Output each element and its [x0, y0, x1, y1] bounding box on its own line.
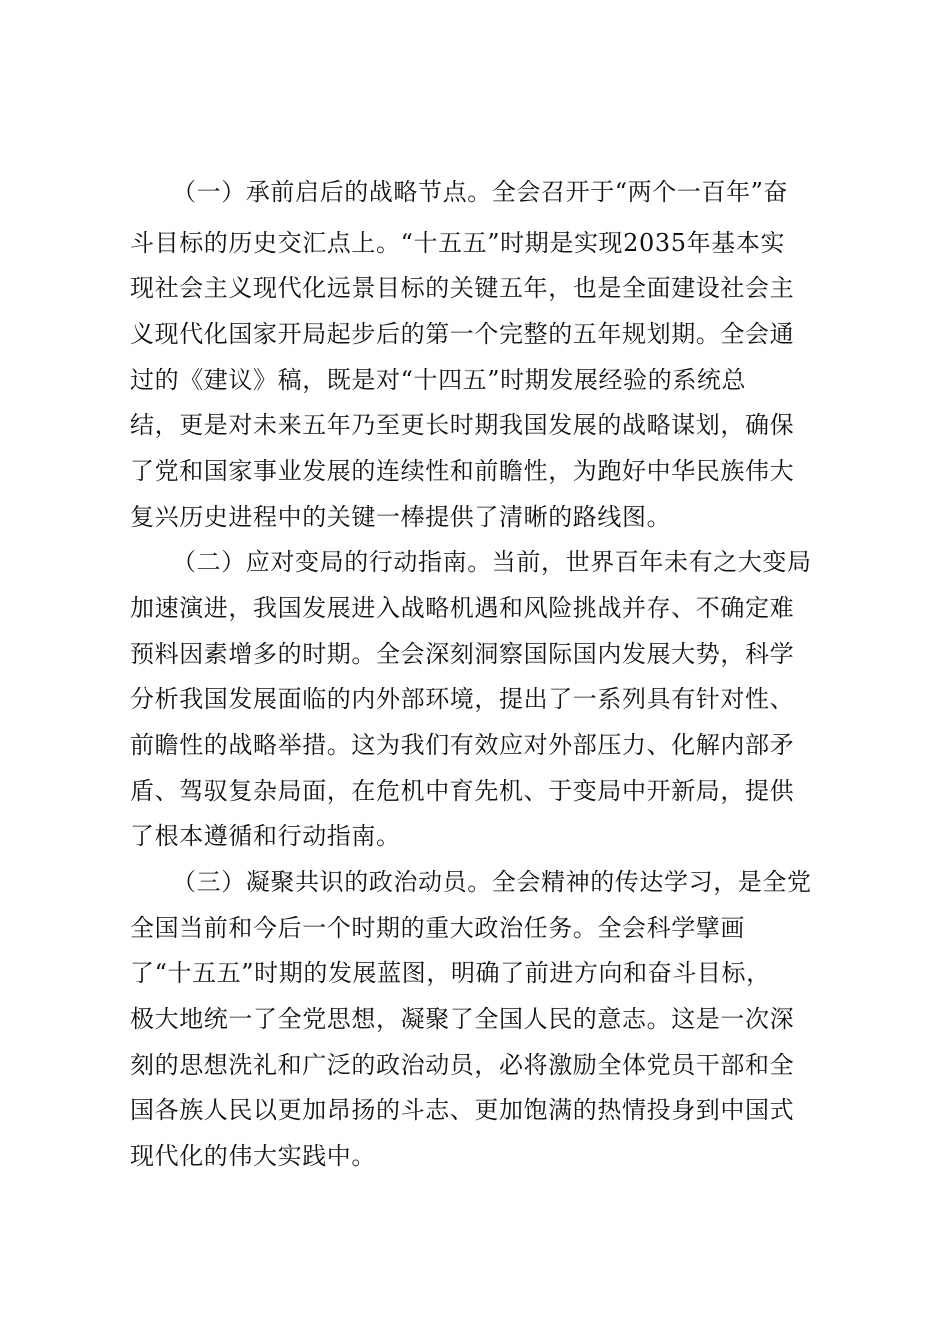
paragraph-2-line-2: 加速演进，我国发展进入战略机遇和风险挑战并存、不确定难 [130, 594, 795, 622]
paragraph-2-line-6: 盾、驾驭复杂局面，在危机中育先机、于变局中开新局，提供 [130, 777, 795, 805]
paragraph-2-line-1: （二）应对变局的行动指南。当前，世界百年未有之大变局 [172, 548, 812, 576]
paragraph-2-line-4: 分析我国发展面临的内外部环境，提出了一系列具有针对性、 [130, 685, 795, 713]
paragraph-3-line-4: 极大地统一了全党思想，凝聚了全国人民的意志。这是一次深 [130, 1005, 795, 1033]
paragraph-1-line-3: 现社会主义现代化远景目标的关键五年，也是全面建设社会主 [130, 274, 795, 302]
paragraph-1-line-2: 斗目标的历史交汇点上。“十五五”时期是实现2035年基本实 [130, 229, 786, 257]
paragraph-1-line-1: （一）承前启后的战略节点。全会召开于“两个一百年”奋 [172, 178, 789, 206]
paragraph-3-line-5: 刻的思想洗礼和广泛的政治动员，必将激励全体党员干部和全 [130, 1051, 795, 1079]
paragraph-1-line-5: 过的《建议》稿，既是对“十四五”时期发展经验的系统总 [130, 366, 747, 394]
paragraph-2-line-5: 前瞻性的战略举措。这为我们有效应对外部压力、化解内部矛 [130, 731, 795, 759]
paragraph-3-line-2: 全国当前和今后一个时期的重大政治任务。全会科学擘画 [130, 914, 745, 942]
paragraph-1-line-7: 了党和国家事业发展的连续性和前瞻性，为跑好中华民族伟大 [130, 457, 795, 485]
paragraph-2-line-3: 预料因素增多的时期。全会深刻洞察国际国内发展大势，科学 [130, 640, 795, 668]
paragraph-1-line-8: 复兴历史进程中的关键一棒提供了清晰的路线图。 [130, 503, 672, 531]
paragraph-3-line-1: （三）凝聚共识的政治动员。全会精神的传达学习，是全党 [172, 868, 812, 896]
paragraph-2-line-7: 了根本遵循和行动指南。 [130, 822, 401, 850]
paragraph-1-line-4: 义现代化国家开局起步后的第一个完整的五年规划期。全会通 [130, 320, 795, 348]
paragraph-1-line-6: 结，更是对未来五年乃至更长时期我国发展的战略谋划，确保 [130, 411, 795, 439]
paragraph-3-line-7: 现代化的伟大实践中。 [130, 1142, 376, 1170]
paragraph-3-line-3: 了“十五五”时期的发展蓝图，明确了前进方向和奋斗目标， [130, 959, 771, 987]
paragraph-3-line-6: 国各族人民以更加昂扬的斗志、更加饱满的热情投身到中国式 [130, 1096, 795, 1124]
